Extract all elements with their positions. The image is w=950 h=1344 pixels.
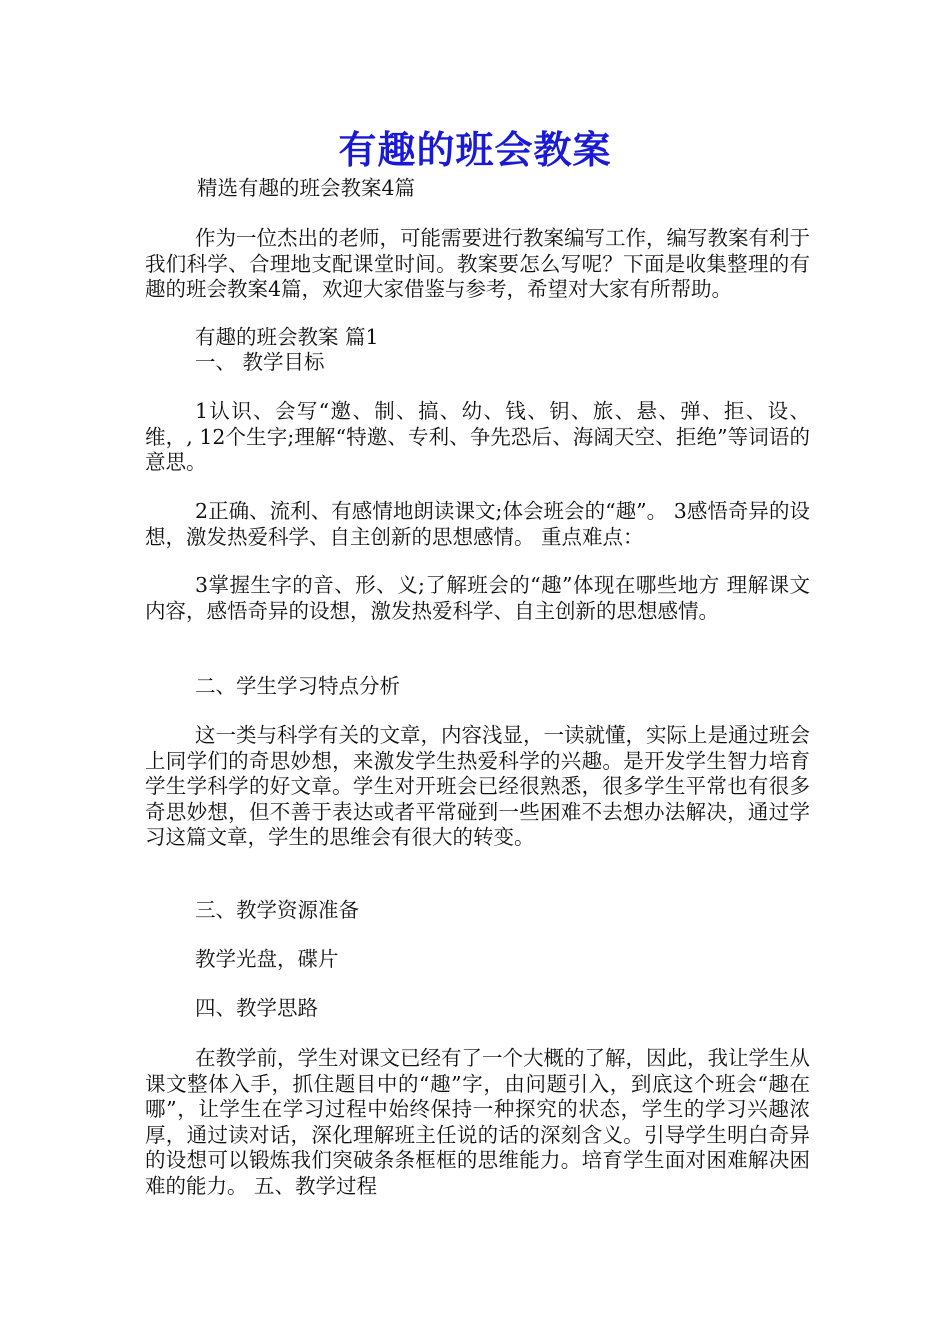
section-heading-teaching-approach: 四、教学思路	[195, 996, 318, 1020]
section-heading-student-analysis: 二、学生学习特点分析	[195, 674, 400, 698]
section-heading-lesson-1: 有趣的班会教案 篇1	[195, 325, 379, 349]
document-subtitle: 精选有趣的班会教案4篇	[197, 176, 416, 200]
student-analysis-paragraph: 这一类与科学有关的文章，内容浅显，一读就懂，实际上是通过班会上同学们的奇思妙想，来激发学生热爱科学的兴趣。是开发学生智力培育学生学科学的好文章。学生对开班会已经很熟悉，很多学生平常也有很多奇思妙想，但不善于表达或者平常碰到一些困难不去想办法解决，通过学习这篇文章，学生的思维会有很大的转变。	[145, 723, 810, 849]
intro-paragraph: 作为一位杰出的老师，可能需要进行教案编写工作，编写教案有利于我们科学、合理地支配课堂时间。教案要怎么写呢？下面是收集整理的有趣的班会教案4篇，欢迎大家借鉴与参考，希望对大家有所帮助。	[145, 226, 810, 301]
goal-paragraph-3: 3掌握生字的音、形、义;了解班会的“趣”体现在哪些地方 理解课文内容，感悟奇异的设想，激发热爱科学、自主创新的思想感情。	[145, 573, 810, 623]
section-heading-teaching-goals: 一、 教学目标	[195, 350, 325, 374]
teaching-approach-paragraph: 在教学前，学生对课文已经有了一个大概的了解，因此，我让学生从课文整体入手，抓住题目中的“趣”字，由问题引入，到底这个班会“趣在哪”，让学生在学习过程中始终保持一种探究的状态，学生的学习兴趣浓厚，通过读对话，深化理解班主任说的话的深刻含义。引导学生明白奇异的设想可以锻炼我们突破条条框框的思维能力。培育学生面对困难解决困难的能力。 五、教学过程	[145, 1046, 810, 1198]
goal-paragraph-2: 2正确、流利、有感情地朗读课文;体会班会的“趣”。 3感悟奇异的设想，激发热爱科学、自主创新的思想感情。 重点难点：	[145, 499, 810, 549]
goal-paragraph-1: 1认识、会写“邀、制、搞、幼、钱、钥、旅、悬、弹、拒、设、维，, 12个生字;理解“特邀、专利、争先恐后、海阔天空、拒绝”等词语的意思。	[145, 399, 810, 474]
resources-paragraph: 教学光盘，碟片	[195, 947, 339, 971]
document-title: 有趣的班会教案	[338, 127, 612, 172]
section-heading-resources: 三、教学资源准备	[195, 898, 359, 922]
